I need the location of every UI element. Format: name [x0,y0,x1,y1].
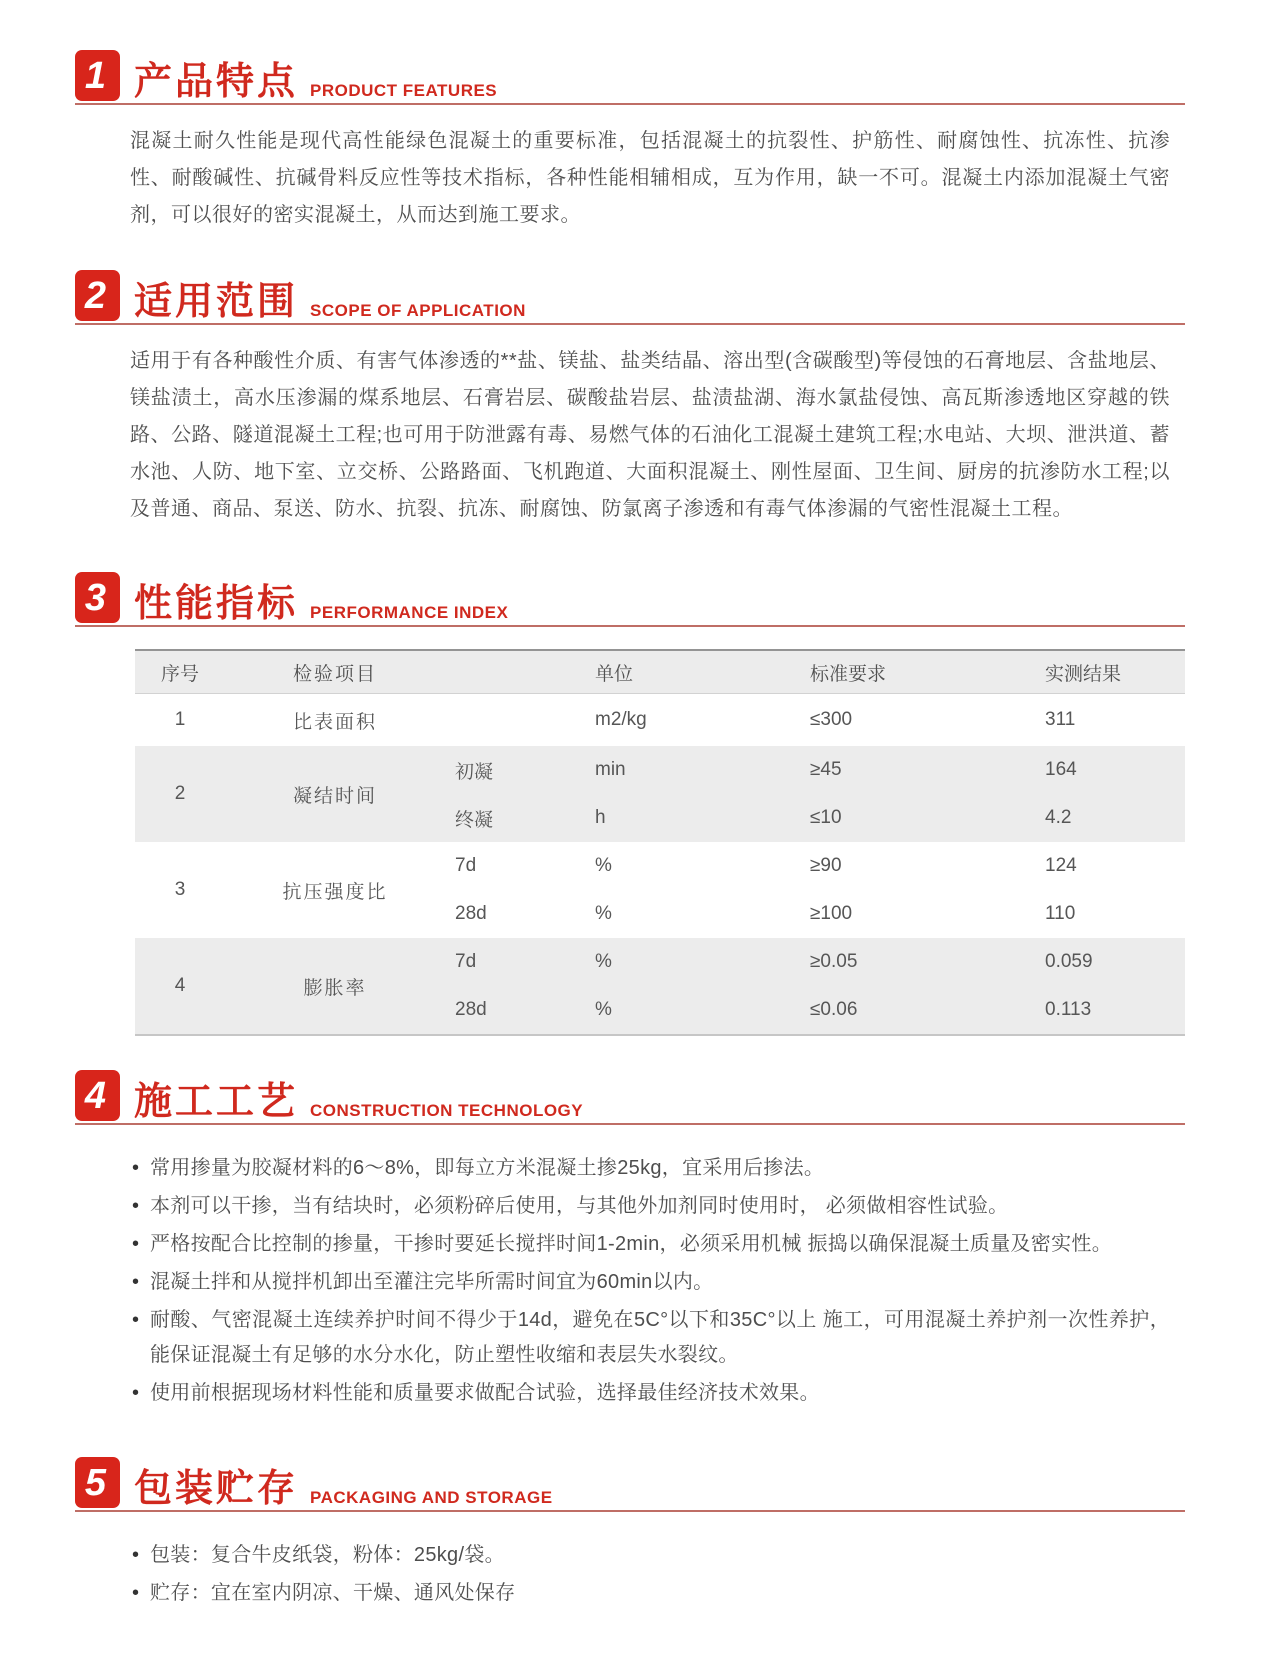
section-5-subtitle-en: PACKAGING AND STORAGE [310,1488,553,1507]
cell-result: 124 [1045,855,1077,876]
section-2-number: 2 [84,274,107,317]
cell-item: 凝结时间 [292,785,377,807]
section-1-header [75,50,1185,107]
cell-requirement: ≥90 [810,855,842,876]
cell-requirement: ≥0.05 [810,951,858,972]
cell-item: 膨胀率 [303,977,367,999]
list-item: • 严格按配合比控制的掺量，干掺时要延长搅拌时间1-2min，必须采用机械 振捣以确保混凝土质量及密实性。 [130,1227,1170,1262]
cell-unit: h [595,807,606,828]
cell-unit: % [595,855,612,876]
section-4-number: 4 [84,1074,107,1117]
section-1-number: 1 [84,54,107,97]
construction-bullet-list [130,1151,1170,1411]
cell-unit: min [595,759,626,780]
section-4-number-badge [75,1070,120,1121]
table-row-group [135,746,1185,842]
cell-seq: 1 [174,709,186,730]
section-5-header [75,1457,1185,1514]
section-scope-of-application [75,270,1185,528]
section-4-header [75,1070,1185,1127]
list-item: • 包装：复合牛皮纸袋，粉体：25kg/袋。 [130,1538,1170,1573]
cell-unit: % [595,999,612,1020]
cell-unit: % [595,903,612,924]
col-header-result: 实测结果 [1045,663,1122,685]
cell-sub: 7d [455,951,477,972]
section-2-header [75,270,1185,327]
table-header-row [135,651,1185,694]
section-packaging-and-storage [75,1457,1185,1611]
section-4-title: 施工工艺 [134,1081,299,1123]
list-item: • 贮存：宜在室内阴凉、干燥、通风处保存 [130,1576,1170,1611]
cell-result: 110 [1045,903,1076,924]
cell-sub: 7d [455,855,477,876]
cell-seq: 3 [174,879,186,900]
cell-result: 4.2 [1045,807,1072,828]
cell-sub: 28d [455,903,487,924]
col-header-requirement: 标准要求 [810,663,887,685]
cell-unit: m2/kg [595,709,647,730]
cell-requirement: ≤0.06 [810,999,858,1020]
section-3-number-badge [75,572,120,623]
cell-requirement: ≤10 [810,807,842,828]
list-item: • 本剂可以干掺，当有结块时，必须粉碎后使用，与其他外加剂同时使用时， 必须做相容性试验。 [130,1189,1170,1224]
cell-result: 164 [1045,759,1077,780]
list-item: • 常用掺量为胶凝材料的6～8%，即每立方米混凝土掺25kg，宜采用后掺法。 [130,1151,1170,1186]
section-product-features [75,50,1185,234]
cell-result: 311 [1045,709,1076,730]
packaging-bullet-list [130,1538,1170,1611]
cell-requirement: ≥45 [810,759,842,780]
cell-result: 0.059 [1045,951,1093,972]
list-item: • 耐酸、气密混凝土连续养护时间不得少于14d，避免在5C°以下和35C°以上 施工，可用混凝土养护剂一次性养护，能保证混凝土有足够的水分水化，防止塑性收缩和表层失水裂纹。 [130,1303,1170,1373]
list-item: • 使用前根据现场材料性能和质量要求做配合试验，选择最佳经济技术效果。 [130,1376,1170,1411]
col-header-item: 检验项目 [292,663,377,685]
section-2-subtitle-en: SCOPE OF APPLICATION [310,301,526,320]
section-1-paragraph: 混凝土耐久性能是现代高性能绿色混凝土的重要标准，包括混凝土的抗裂性、护筋性、耐腐蚀性、抗冻性、抗渗性、耐酸碱性、抗碱骨料反应性等技术指标，各种性能相辅相成，互为作用，缺一不可。混凝土内添加混凝土气密剂，可以很好的密实混凝土，从而达到施工要求。 [130,130,1170,226]
section-2-number-badge [75,270,120,321]
section-4-subtitle-en: CONSTRUCTION TECHNOLOGY [310,1101,584,1120]
table-row-group [135,938,1185,1034]
performance-index-table [135,649,1185,1036]
section-1-title: 产品特点 [134,61,299,103]
col-header-seq: 序号 [160,663,199,685]
section-1-subtitle-en: PRODUCT FEATURES [310,81,498,100]
section-5-number: 5 [84,1461,107,1504]
cell-sub: 初凝 [455,761,494,783]
section-performance-index [75,572,1185,1036]
list-item: • 混凝土拌和从搅拌机卸出至灌注完毕所需时间宜为60min以内。 [130,1265,1170,1300]
section-3-number: 3 [84,576,107,619]
cell-requirement: ≥100 [810,903,853,924]
section-3-subtitle-en: PERFORMANCE INDEX [310,603,509,622]
cell-seq: 4 [174,975,186,996]
cell-sub: 28d [455,999,487,1020]
section-construction-technology [75,1070,1185,1411]
section-5-title: 包装贮存 [134,1468,299,1510]
col-header-unit: 单位 [595,663,634,685]
col-header-sub [445,651,595,693]
cell-unit: % [595,951,612,972]
cell-item: 比表面积 [292,711,377,733]
cell-result: 0.113 [1045,999,1092,1020]
cell-item: 抗压强度比 [282,881,388,903]
section-2-title: 适用范围 [134,281,299,323]
section-3-title: 性能指标 [134,583,299,625]
section-3-header [75,572,1185,629]
cell-seq: 2 [174,783,186,804]
cell-requirement: ≤300 [810,709,853,730]
section-5-number-badge [75,1457,120,1508]
table-row-group [135,842,1185,938]
cell-sub [445,694,595,746]
section-2-paragraph: 适用于有各种酸性介质、有害气体渗透的**盐、镁盐、盐类结晶、溶出型(含碳酸型)等侵蚀的石膏地层、含盐地层、镁盐渍土，高水压渗漏的煤系地层、石膏岩层、碳酸盐岩层、盐渍盐湖、海水氯盐侵蚀、高瓦斯渗透地区穿越的铁路、公路、隧道混凝土工程;也可用于防泄露有毒、易燃气体的石油化工混凝土建筑工程;水电站、大坝、泄洪道、蓄水池、人防、地下室、立交桥、公路路面、飞机跑道、大面积混凝土、刚性屋面、卫生间、厨房的抗渗防水工程;以及普通、商品、泵送、防水、抗裂、抗冻、耐腐蚀、防氯离子渗透和有毒气体渗漏的气密性混凝土工程。 [130,350,1170,520]
cell-sub: 终凝 [455,809,494,831]
table-row [135,694,1185,746]
section-1-number-badge [75,50,120,101]
